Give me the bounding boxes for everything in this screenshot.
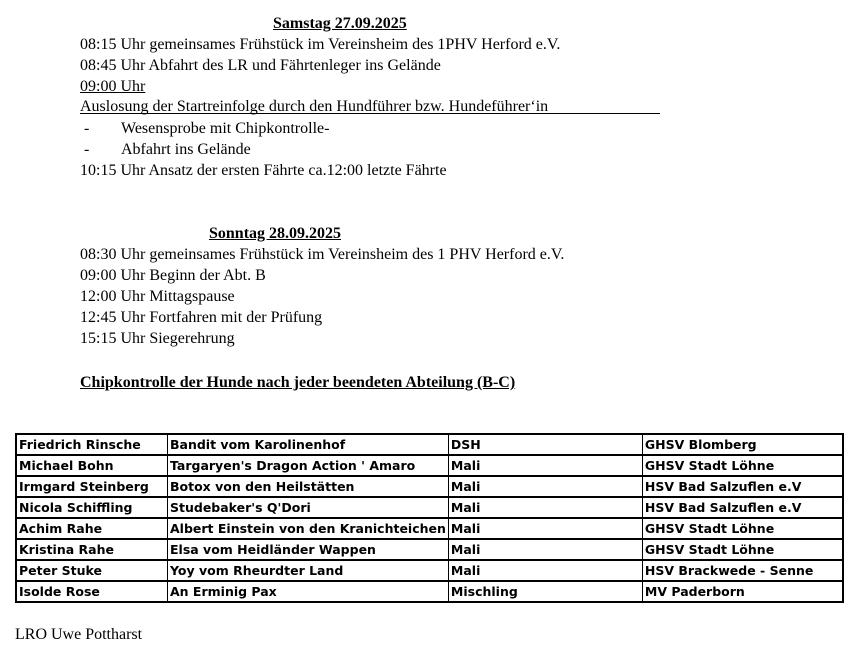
handler-cell: Nicola Schiffling (16, 497, 168, 518)
club-cell: HSV Bad Salzuflen e.V (642, 476, 843, 497)
table-row (16, 455, 843, 476)
dog-name-cell: Studebaker's Q'Dori (168, 497, 449, 518)
club-cell: GHSV Stadt Löhne (642, 518, 843, 539)
sunday-item: 08:30 Uhr gemeinsames Frühstück im Vereinsheim des 1 PHV Herford e.V. (80, 246, 565, 263)
dog-name-cell: Targaryen's Dragon Action ' Amaro (168, 455, 449, 476)
dog-name-cell: Botox von den Heilstätten (168, 476, 449, 497)
table-row (16, 539, 843, 560)
table-row (16, 476, 843, 497)
table-row (16, 560, 843, 581)
club-cell: HSV Bad Salzuflen e.V (642, 497, 843, 518)
saturday-time-label: 09:00 Uhr (80, 78, 146, 95)
bullet-text: Abfahrt ins Gelände (121, 141, 251, 158)
handler-cell: Friedrich Rinsche (16, 434, 168, 455)
saturday-bullet (84, 119, 329, 139)
breed-cell: Mali (448, 560, 642, 581)
saturday-last-item: 10:15 Uhr Ansatz der ersten Fährte ca.12:00 letzte Fährte (80, 162, 447, 179)
dog-name-cell: An Erminig Pax (168, 581, 449, 602)
breed-cell: Mali (448, 539, 642, 560)
dog-name-cell: Yoy vom Rheurdter Land (168, 560, 449, 581)
handler-cell: Achim Rahe (16, 518, 168, 539)
bullet-dash: - (84, 141, 90, 158)
handler-cell: Peter Stuke (16, 560, 168, 581)
club-cell: GHSV Stadt Löhne (642, 455, 843, 476)
bullet-text: Wesensprobe mit Chipkontrolle- (121, 120, 330, 137)
breed-cell: DSH (448, 434, 642, 455)
saturday-bullet (84, 140, 251, 160)
saturday-draw-text: Auslosung der Startreinfolge durch den Hundführer bzw. Hundeführer‘in (80, 98, 549, 115)
table-row (16, 497, 843, 518)
draw-text-underline (80, 113, 660, 114)
chip-note: Chipkontrolle der Hunde nach jeder beendeten Abteilung (B-C) (80, 374, 516, 391)
handler-cell: Isolde Rose (16, 581, 168, 602)
club-cell: HSV Brackwede - Senne (642, 560, 843, 581)
club-cell: MV Paderborn (642, 581, 843, 602)
dog-name-cell: Albert Einstein von den Kranichteichen (168, 518, 449, 539)
signature: LRO Uwe Pottharst (15, 626, 143, 643)
club-cell: GHSV Stadt Löhne (642, 539, 843, 560)
entries-table (15, 433, 844, 603)
dog-name-cell: Bandit vom Karolinenhof (168, 434, 449, 455)
sunday-item: 15:15 Uhr Siegerehrung (80, 330, 235, 347)
sunday-item: 09:00 Uhr Beginn der Abt. B (80, 267, 266, 284)
saturday-item: 08:15 Uhr gemeinsames Frühstück im Vereinsheim des 1PHV Herford e.V. (80, 36, 561, 53)
table-row (16, 581, 843, 602)
handler-cell: Michael Bohn (16, 455, 168, 476)
breed-cell: Mali (448, 476, 642, 497)
sunday-heading: Sonntag 28.09.2025 (209, 225, 342, 242)
saturday-heading: Samstag 27.09.2025 (273, 15, 407, 32)
handler-cell: Kristina Rahe (16, 539, 168, 560)
dog-name-cell: Elsa vom Heidländer Wappen (168, 539, 449, 560)
club-cell: GHSV Blomberg (642, 434, 843, 455)
table-row (16, 518, 843, 539)
bullet-dash: - (84, 120, 90, 137)
handler-cell: Irmgard Steinberg (16, 476, 168, 497)
sunday-item: 12:45 Uhr Fortfahren mit der Prüfung (80, 309, 323, 326)
breed-cell: Mali (448, 518, 642, 539)
breed-cell: Mali (448, 497, 642, 518)
saturday-item: 08:45 Uhr Abfahrt des LR und Fährtenleger ins Gelände (80, 57, 441, 74)
sunday-item: 12:00 Uhr Mittagspause (80, 288, 235, 305)
breed-cell: Mali (448, 455, 642, 476)
breed-cell: Mischling (448, 581, 642, 602)
table-row (16, 434, 843, 455)
